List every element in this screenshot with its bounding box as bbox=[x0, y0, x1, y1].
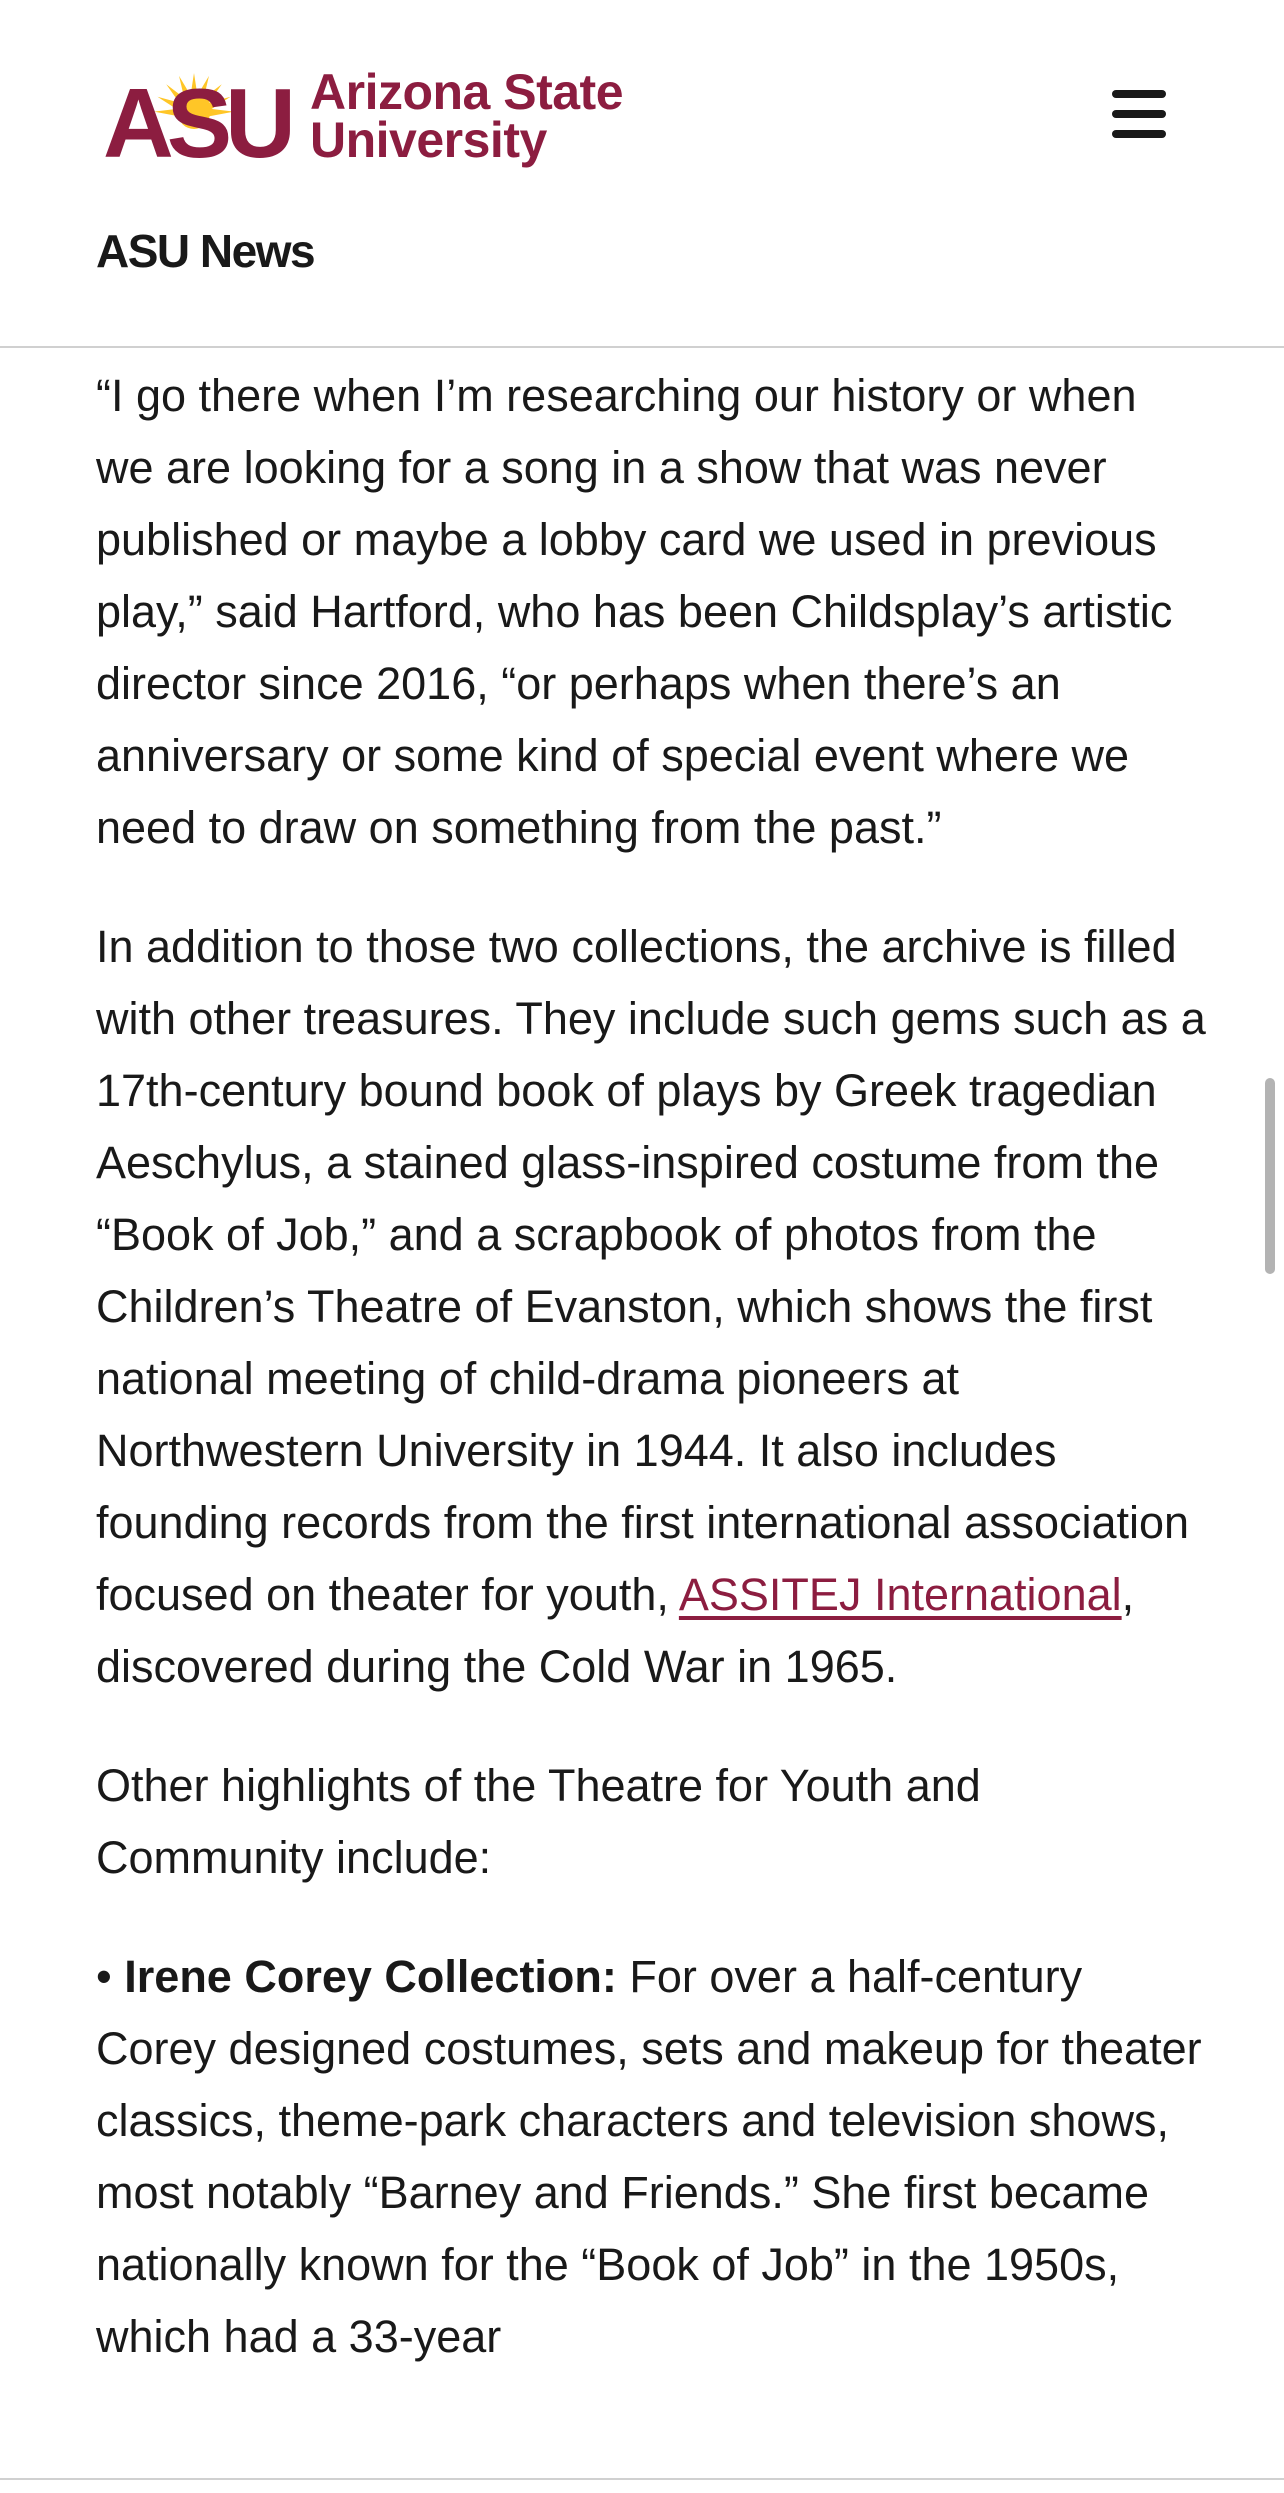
menu-bar-bottom bbox=[1112, 130, 1166, 138]
bottom-divider bbox=[0, 2478, 1284, 2480]
list-item bbox=[96, 1941, 1206, 2373]
logo-line-1: Arizona State bbox=[310, 64, 624, 120]
logo-wordmark bbox=[310, 64, 624, 168]
assitej-international-link[interactable]: ASSITEJ International bbox=[678, 1569, 1122, 1620]
svg-text:ASU: ASU bbox=[103, 69, 289, 163]
logo-line-2: University bbox=[310, 112, 547, 168]
section-title-asu-news[interactable]: ASU News bbox=[96, 225, 315, 277]
article-paragraph: “I go there when I’m researching our history or when we are looking for a song in a show that was never published or maybe a lobby card we used in previous play,” said Hartford, who has been Childsplay’s artistic director since 2016, “or perhaps when there’s an anniversary or some kind of special event where we need to draw on something from the past.” bbox=[96, 370, 1173, 853]
asu-logo[interactable] bbox=[96, 64, 624, 168]
article-body bbox=[96, 360, 1206, 2420]
article-paragraph: Other highlights of the Theatre for Youth and Community include: bbox=[96, 1760, 981, 1883]
article-paragraph bbox=[96, 911, 1206, 1703]
asu-sunburst-logo-icon bbox=[96, 69, 296, 163]
list-item-text: For over a half-century Corey designed costumes, sets and makeup for theater classics, theme-park characters and television shows, most notably “Barney and Friends.” She first became nationally known for the “Book of Job” in the 1950s, which had a 33-year bbox=[96, 1951, 1202, 2362]
paragraph-text: In addition to those two collections, the archive is filled with other treasures. They include such gems such as a 17th-century bound book of plays by Greek tragedian Aeschylus, a stained glass-inspired costume from the “Book of Job,” and a scrapbook of photos from the Children’s Theatre of Evanston, which shows the first national meeting of child-drama pioneers at Northwestern University in 1944. It also includes founding records from the first international association focused on theater for youth, bbox=[96, 921, 1206, 1620]
list-item-heading: Irene Corey Collection: bbox=[124, 1951, 617, 2002]
menu-bar-middle bbox=[1112, 110, 1166, 118]
menu-bar-top bbox=[1112, 90, 1166, 98]
paragraph-text: , discovered during the Cold War in 1965. bbox=[96, 1569, 1135, 1692]
bullet: • bbox=[96, 1951, 112, 2002]
site-header bbox=[0, 0, 1284, 348]
scrollbar-thumb[interactable] bbox=[1265, 1078, 1275, 1274]
hamburger-menu-icon[interactable] bbox=[1108, 86, 1170, 142]
